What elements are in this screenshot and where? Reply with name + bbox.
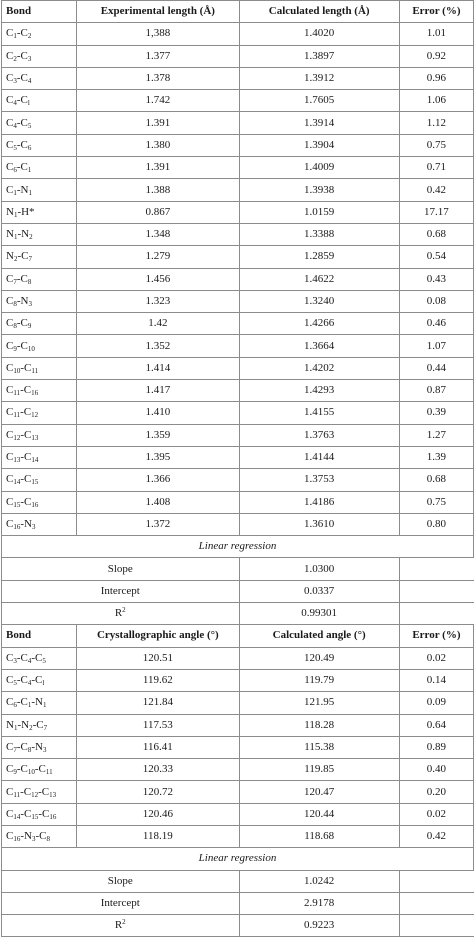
bond-experimental-value: 1.42 <box>77 313 239 335</box>
bond-row <box>2 134 474 156</box>
angle-r-squared-label: $R^2$ <box>2 915 240 937</box>
bond-calculated-value: 1.3897 <box>239 45 399 67</box>
bond-experimental-value: 1.372 <box>77 513 239 535</box>
bond-error-value: 0.68 <box>399 469 473 491</box>
bond-calculated-value: 1.3753 <box>239 469 399 491</box>
bond-calculated-value: 1.4186 <box>239 491 399 513</box>
angle-regression <box>2 848 474 937</box>
angle-r-squared-row <box>2 915 474 937</box>
bond-label: $C_{12}-C_{13}$ <box>2 424 77 446</box>
bond-calculated-value: 1.4202 <box>239 357 399 379</box>
angle-error-value: 0.09 <box>399 692 473 714</box>
bond-experimental-value: 1.456 <box>77 268 239 290</box>
bond-experimental-value: 1,388 <box>77 23 239 45</box>
r-squared-value: 0.99301 <box>239 603 399 625</box>
bond-row <box>2 380 474 402</box>
bond-error-value: 0.75 <box>399 491 473 513</box>
bond-calculated-value: 1.3912 <box>239 67 399 89</box>
bond-row <box>2 424 474 446</box>
bond-experimental-value: 1.410 <box>77 402 239 424</box>
bond-calculated-value: 1.4009 <box>239 157 399 179</box>
angle-label: $C_{11}-C_{12}-C_{13}$ <box>2 781 77 803</box>
bond-error-value: 0.46 <box>399 313 473 335</box>
error-header: Error (%) <box>399 1 473 23</box>
bond-error-value: 0.44 <box>399 357 473 379</box>
bond-row <box>2 67 474 89</box>
angle-row <box>2 647 474 669</box>
bond-calculated-value: 1.7605 <box>239 90 399 112</box>
bond-error-value: 0.54 <box>399 246 473 268</box>
angle-label: $C_3-C_4-C_5$ <box>2 647 77 669</box>
angle-header-row <box>2 625 474 647</box>
bond-error-value: 17.17 <box>399 201 473 223</box>
bond-row <box>2 513 474 535</box>
bond-calculated-value: 1.4622 <box>239 268 399 290</box>
angle-rows <box>2 647 474 848</box>
angle-calculated-value: 119.79 <box>239 669 399 691</box>
angle-intercept-label: Intercept <box>2 892 240 914</box>
angle-calculated-value: 120.49 <box>239 647 399 669</box>
bond-calculated-value: 1.3914 <box>239 112 399 134</box>
angle-experimental-value: 118.19 <box>77 825 239 847</box>
bond-label: $C_4-C_5$ <box>2 112 77 134</box>
bond-experimental-value: 1.391 <box>77 157 239 179</box>
angle-slope-label: Slope <box>2 870 240 892</box>
bond-experimental-value: 1.414 <box>77 357 239 379</box>
angle-intercept-value: 2.9178 <box>239 892 399 914</box>
bond-label: $C_{11}-C_{16}$ <box>2 380 77 402</box>
angle-experimental-value: 116.41 <box>77 736 239 758</box>
bond-experimental-value: 1.366 <box>77 469 239 491</box>
crystallographic-angle-header: Crystallographic angle (°) <box>77 625 239 647</box>
angle-error-value: 0.64 <box>399 714 473 736</box>
bond-label: $C_3-C_4$ <box>2 67 77 89</box>
bond-row <box>2 357 474 379</box>
calculated-length-header: Calculated length (Å) <box>239 1 399 23</box>
bond-error-value: 1.01 <box>399 23 473 45</box>
angle-experimental-value: 120.51 <box>77 647 239 669</box>
bond-error-value: 0.87 <box>399 380 473 402</box>
bond-row <box>2 446 474 468</box>
bond-experimental-value: 1.417 <box>77 380 239 402</box>
bond-calculated-value: 1.4266 <box>239 313 399 335</box>
bond-error-value: 0.68 <box>399 223 473 245</box>
bond-error-value: 1.12 <box>399 112 473 134</box>
bond-row <box>2 313 474 335</box>
angle-bond-column-header: Bond <box>2 625 77 647</box>
bond-row <box>2 201 474 223</box>
bond-label: $C_5-C_6$ <box>2 134 77 156</box>
angle-experimental-value: 120.72 <box>77 781 239 803</box>
bond-row <box>2 90 474 112</box>
angle-row <box>2 781 474 803</box>
bond-experimental-value: 1.391 <box>77 112 239 134</box>
angle-row <box>2 692 474 714</box>
intercept-value: 0.0337 <box>239 580 399 602</box>
bond-experimental-value: 1.359 <box>77 424 239 446</box>
bond-calculated-value: 1.3904 <box>239 134 399 156</box>
bond-row <box>2 112 474 134</box>
angle-label: $C_9-C_{10}-C_{11}$ <box>2 759 77 781</box>
bond-header-row <box>2 1 474 23</box>
angle-label: $C_{16}-N_3-C_8$ <box>2 825 77 847</box>
bond-error-value: 1.07 <box>399 335 473 357</box>
bond-row <box>2 290 474 312</box>
bond-row <box>2 179 474 201</box>
bond-error-value: 1.27 <box>399 424 473 446</box>
angle-slope-value: 1.0242 <box>239 870 399 892</box>
angle-error-value: 0.42 <box>399 825 473 847</box>
bond-label: $C_{10}-C_{11}$ <box>2 357 77 379</box>
bond-error-value: 0.39 <box>399 402 473 424</box>
bond-row <box>2 335 474 357</box>
bond-rows <box>2 23 474 536</box>
bond-calculated-value: 1.3938 <box>239 179 399 201</box>
slope-label: Slope <box>2 558 240 580</box>
bond-label: $C_9-C_{10}$ <box>2 335 77 357</box>
bond-label: $N_1-H*$ <box>2 201 77 223</box>
bond-label: $C_{16}-N_3$ <box>2 513 77 535</box>
bond-label: $C_{14}-C_{15}$ <box>2 469 77 491</box>
bond-error-value: 0.80 <box>399 513 473 535</box>
angle-calculated-value: 120.47 <box>239 781 399 803</box>
bond-row <box>2 23 474 45</box>
bond-experimental-value: 1.742 <box>77 90 239 112</box>
angle-label: $N_1-N_2-C_7$ <box>2 714 77 736</box>
bond-error-value: 0.92 <box>399 45 473 67</box>
bond-row <box>2 223 474 245</box>
bond-error-value: 0.75 <box>399 134 473 156</box>
bond-experimental-value: 1.395 <box>77 446 239 468</box>
angle-r-squared-value: 0.9223 <box>239 915 399 937</box>
intercept-row <box>2 580 474 602</box>
bond-error-value: 0.42 <box>399 179 473 201</box>
angle-error-value: 0.89 <box>399 736 473 758</box>
bond-calculated-value: 1.4155 <box>239 402 399 424</box>
angle-error-value: 0.40 <box>399 759 473 781</box>
angle-row <box>2 803 474 825</box>
bond-label: $C_6-C_1$ <box>2 157 77 179</box>
calculated-angle-header: Calculated angle (°) <box>239 625 399 647</box>
bond-calculated-value: 1.3388 <box>239 223 399 245</box>
bond-row <box>2 402 474 424</box>
angle-row <box>2 825 474 847</box>
bond-label: $C_8-C_9$ <box>2 313 77 335</box>
angle-error-value: 0.02 <box>399 647 473 669</box>
bond-row <box>2 157 474 179</box>
bond-error-value: 0.71 <box>399 157 473 179</box>
slope-value: 1.0300 <box>239 558 399 580</box>
experimental-length-header: Experimental length (Å) <box>77 1 239 23</box>
bond-error-value: 0.96 <box>399 67 473 89</box>
angle-calculated-value: 118.28 <box>239 714 399 736</box>
bond-error-value: 1.39 <box>399 446 473 468</box>
bond-row <box>2 491 474 513</box>
bond-experimental-value: 1.352 <box>77 335 239 357</box>
bond-experimental-value: 1.323 <box>77 290 239 312</box>
bond-error-value: 1.06 <box>399 90 473 112</box>
bond-error-value: 0.43 <box>399 268 473 290</box>
bond-experimental-value: 1.408 <box>77 491 239 513</box>
bond-row <box>2 45 474 67</box>
bond-experimental-value: 1.348 <box>77 223 239 245</box>
angle-row <box>2 714 474 736</box>
bond-label: $C_7-C_8$ <box>2 268 77 290</box>
angle-calculated-value: 115.38 <box>239 736 399 758</box>
bond-calculated-value: 1.2859 <box>239 246 399 268</box>
angle-linear-regression-title: Linear regression <box>2 848 474 870</box>
bond-label: $C_{13}-C_{14}$ <box>2 446 77 468</box>
bond-label: $N_1-N_2$ <box>2 223 77 245</box>
angle-error-header: Error (%) <box>399 625 473 647</box>
angle-row <box>2 669 474 691</box>
angle-error-value: 0.20 <box>399 781 473 803</box>
geometry-table <box>1 0 474 937</box>
bond-row <box>2 469 474 491</box>
bond-calculated-value: 1.0159 <box>239 201 399 223</box>
bond-label: $C_{15}-C_{16}$ <box>2 491 77 513</box>
angle-calculated-value: 121.95 <box>239 692 399 714</box>
slope-row <box>2 558 474 580</box>
angle-header <box>2 625 474 647</box>
bond-label: $C_8-N_3$ <box>2 290 77 312</box>
angle-label: $C_6-C_1-N_1$ <box>2 692 77 714</box>
angle-error-value: 0.02 <box>399 803 473 825</box>
angle-experimental-value: 120.33 <box>77 759 239 781</box>
r-squared-row <box>2 603 474 625</box>
bond-experimental-value: 0.867 <box>77 201 239 223</box>
angle-slope-row <box>2 870 474 892</box>
angle-label: $C_5-C_4-C_l$ <box>2 669 77 691</box>
bond-calculated-value: 1.3763 <box>239 424 399 446</box>
bond-calculated-value: 1.3610 <box>239 513 399 535</box>
angle-experimental-value: 119.62 <box>77 669 239 691</box>
bond-label: $N_2-C_7$ <box>2 246 77 268</box>
r-squared-label: $R^2$ <box>2 603 240 625</box>
bond-experimental-value: 1.378 <box>77 67 239 89</box>
bond-row <box>2 268 474 290</box>
angle-calculated-value: 119.85 <box>239 759 399 781</box>
angle-calculated-value: 120.44 <box>239 803 399 825</box>
bond-experimental-value: 1.388 <box>77 179 239 201</box>
bond-calculated-value: 1.3664 <box>239 335 399 357</box>
bond-column-header: Bond <box>2 1 77 23</box>
bond-row <box>2 246 474 268</box>
bond-experimental-value: 1.377 <box>77 45 239 67</box>
bond-label: $C_{11}-C_{12}$ <box>2 402 77 424</box>
bond-error-value: 0.08 <box>399 290 473 312</box>
bond-experimental-value: 1.279 <box>77 246 239 268</box>
bond-calculated-value: 1.3240 <box>239 290 399 312</box>
angle-label: $C_{14}-C_{15}-C_{16}$ <box>2 803 77 825</box>
bond-label: $C_2-C_3$ <box>2 45 77 67</box>
bond-calculated-value: 1.4144 <box>239 446 399 468</box>
angle-label: $C_7-C_8-N_3$ <box>2 736 77 758</box>
angle-row <box>2 759 474 781</box>
angle-error-value: 0.14 <box>399 669 473 691</box>
bond-calculated-value: 1.4293 <box>239 380 399 402</box>
linear-regression-title: Linear regression <box>2 536 474 558</box>
angle-experimental-value: 120.46 <box>77 803 239 825</box>
bond-label: $C_1-N_1$ <box>2 179 77 201</box>
angle-experimental-value: 117.53 <box>77 714 239 736</box>
bond-label: $C_1-C_2$ <box>2 23 77 45</box>
bond-label: $C_4-C_l$ <box>2 90 77 112</box>
angle-calculated-value: 118.68 <box>239 825 399 847</box>
bond-experimental-value: 1.380 <box>77 134 239 156</box>
bond-regression <box>2 536 474 625</box>
angle-experimental-value: 121.84 <box>77 692 239 714</box>
angle-row <box>2 736 474 758</box>
angle-intercept-row <box>2 892 474 914</box>
intercept-label: Intercept <box>2 580 240 602</box>
bond-calculated-value: 1.4020 <box>239 23 399 45</box>
